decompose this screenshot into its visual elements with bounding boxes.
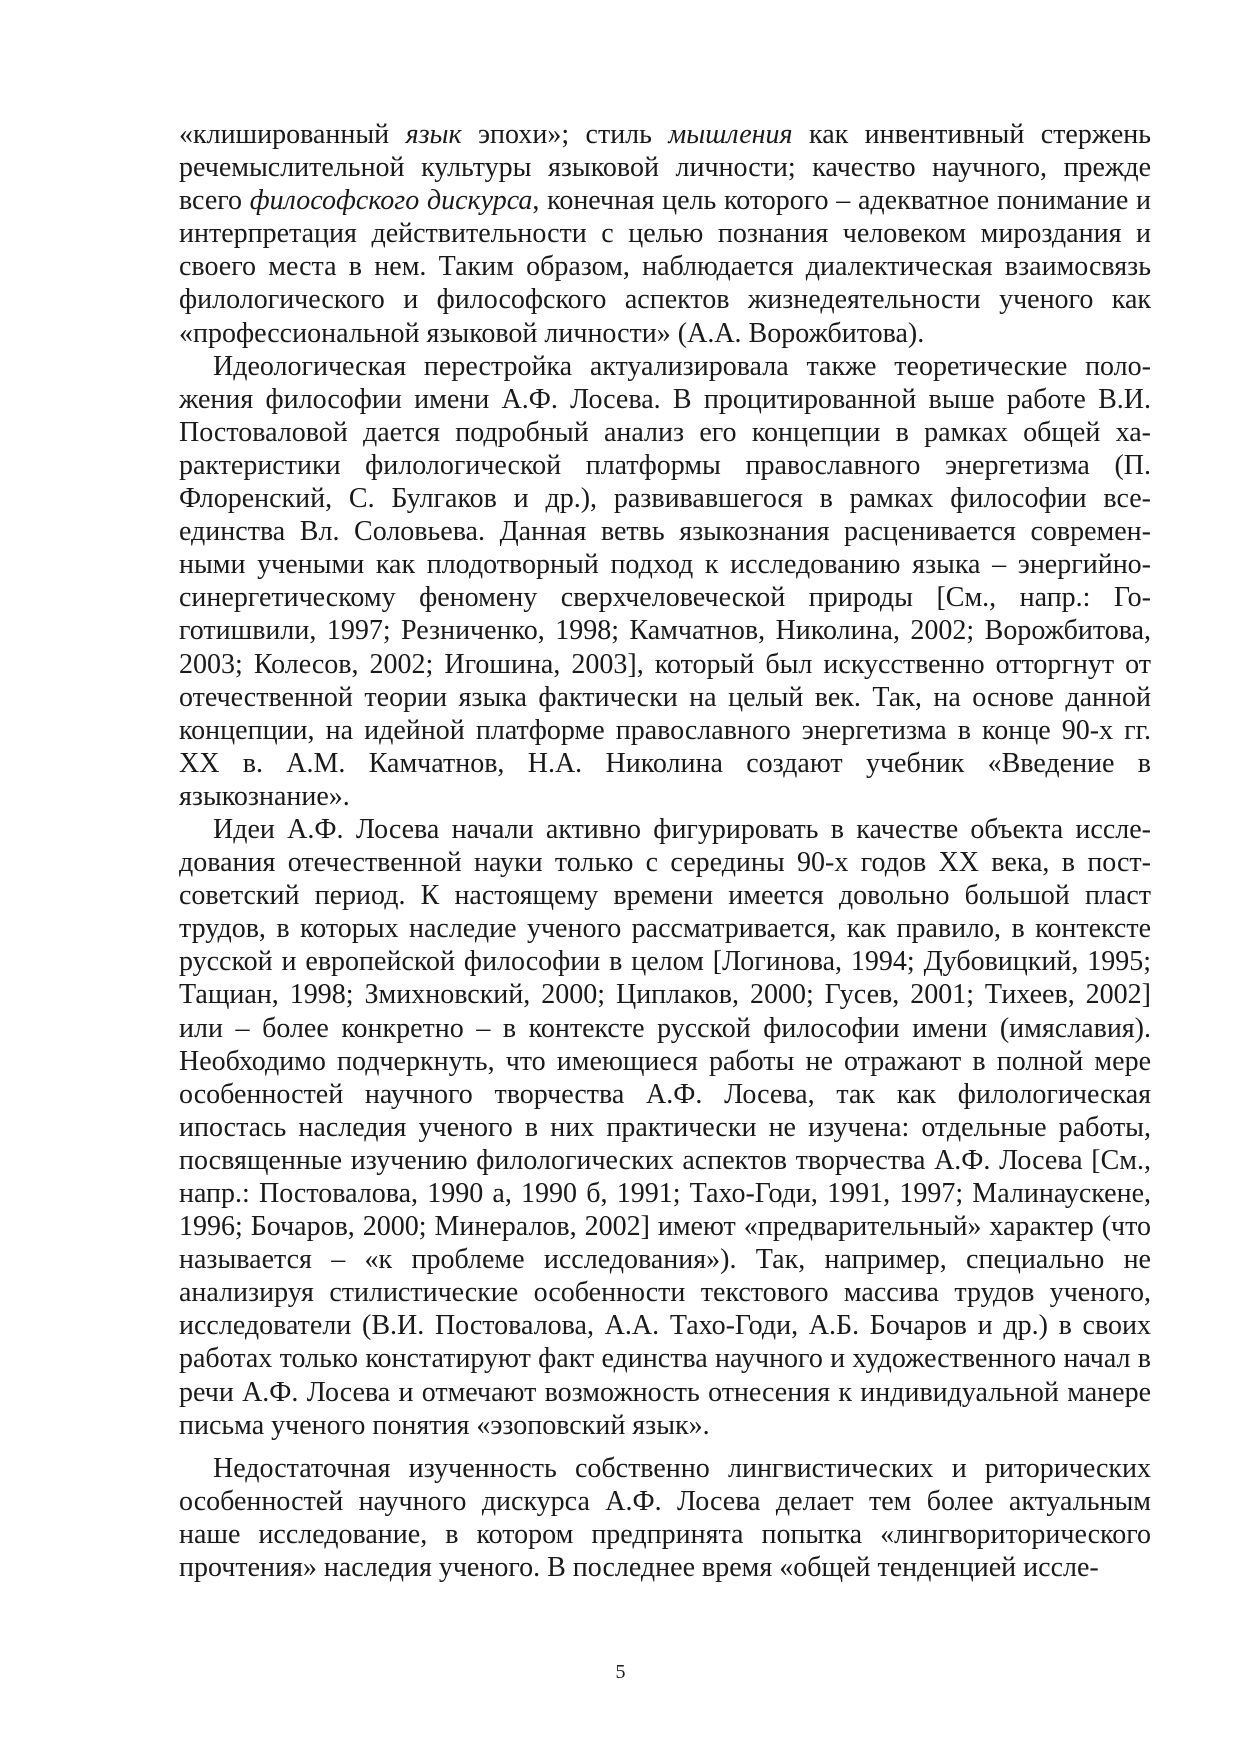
text-run: Идеологическая перестройка актуализировала также теоретические положения философии имени А.Ф. Лосева. В процитированной выше работе В.И. Постоваловой дается подробный анализ его концепции в рамках общей характеристики филологической платформы православного энергетизма (П. Флоренский, С. Булгаков и др.), развивавшегося в рамках философии всеединства Вл. Соловьева. Данная ветвь языкознания расценивается современными учеными как плодотворный подход к исследованию языка – энергийно-синергетическому феномену сверхчеловеческой природы [См., напр.: Гоготишвили, 1997; Резниченко, 1998; Камчатнов, Николина, 2002; Ворожбитова, 2003; Колесов, 2002; Игошина, 2003], который был искусственно отторгнут от отечественной теории языка фактически на целый век. Так, на основе данной концепции, на идейной платформе православного энергетизма в конце 90-х гг. XX в. А.М. Камчатнов, Н.А. Николина создают учебник «Введение в языкознание». bbox=[179, 350, 1151, 812]
italic-term: мышления bbox=[668, 119, 793, 150]
text-run: Недостаточная изученность собственно лингвистических и риторических особенностей научного дискурса А.Ф. Лосева делает тем более актуальным наше исследование, в котором предпринята попытка «лингвориторического прочтения» наследия ученого. В последнее время «общей тенденцией иссле- bbox=[179, 1452, 1151, 1584]
text-run: , конечная цель которого – адекватное понимание и интерпретация действительности с целью познания человеком мироздания и своего места в нем. Таким образом, наблюдается диалектическая взаимосвязь филологического и философского аспектов жизнедеятельности ученого как «профессиональной языковой личности» (А.А. Ворожбитова). bbox=[179, 185, 1152, 349]
paragraph bbox=[179, 1452, 1151, 1584]
text-run: Идеи А.Ф. Лосева начали активно фигурировать в качестве объекта исследования отечественной науки только с середины 90-х годов XX века, в постсоветский период. К настоящему времени имеется довольно большой пласт трудов, в которых наследие ученого рассматривается, как правило, в контексте русской и европейской философии в целом [Логинова, 1994; Дубовицкий, 1995; Тащиан, 1998; Змихновский, 2000; Циплаков, 2000; Гусев, 2001; Тихеев, 2002] или – более конкретно – в контексте русской философии имени (имяславия). Необходимо подчеркнуть, что имеющиеся работы не отражают в полной мере особенностей научного творчества А.Ф. Лосева, так как филологическая ипостась наследия ученого в них практически не изучена: отдельные работы, посвященные изучению филологических аспектов творчества А.Ф. Лосева [См., напр.: Постовалова, 1990 а, 1990 б, 1991; Тахо-Годи, 1991, 1997; Малинаускене, 1996; Бочаров, 2000; Минералов, 2002] имеют «предварительный» характер (что называется – «к проблеме исследования»). Так, например, специально не анализируя стилистические особенности текстового массива трудов ученого, исследователи (В.И. Постовалова, А.А. Тахо-Годи, А.Б. Бочаров и др.) в своих работах только констатируют факт единства научного и художественного начал в речи А.Ф. Лосева и отмечают возможность отнесения к индивидуальной манере письма ученого понятия «эзоповский язык». bbox=[179, 813, 1151, 1441]
text-run: «клишированный bbox=[179, 119, 406, 150]
italic-term: философского дискурса bbox=[249, 185, 533, 217]
text-run: эпохи»; стиль bbox=[461, 119, 669, 150]
text-run: как инвентивный стержень речемыслительной культуры языковой личности; качество научного, прежде всего bbox=[179, 119, 1151, 217]
paragraph bbox=[179, 118, 1151, 350]
paragraph bbox=[179, 350, 1151, 813]
paragraph bbox=[179, 813, 1151, 1442]
page-number: 5 bbox=[615, 1661, 626, 1683]
body-text bbox=[179, 118, 1151, 1584]
italic-term: язык bbox=[405, 119, 462, 150]
